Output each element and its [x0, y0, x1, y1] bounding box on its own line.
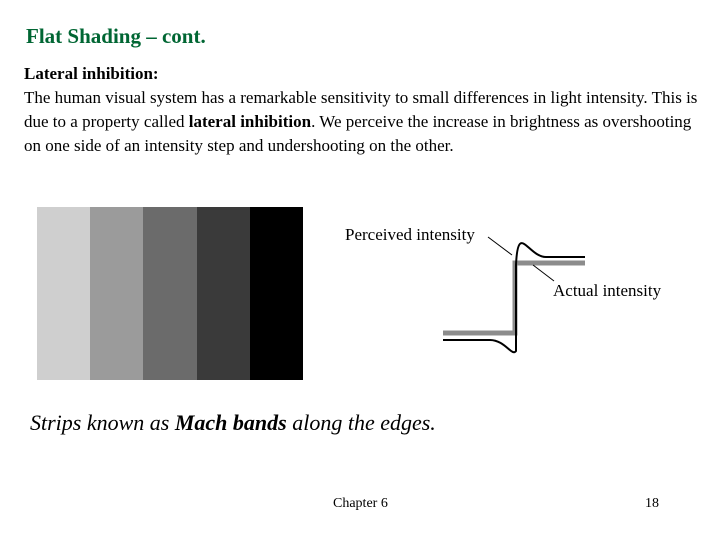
- band-1: [37, 207, 90, 380]
- caption-bold: Mach bands: [174, 410, 287, 435]
- actual-leader-line: [533, 265, 554, 281]
- band-5: [250, 207, 303, 380]
- band-4: [197, 207, 250, 380]
- intensity-diagram: [340, 215, 700, 375]
- page-number: 18: [645, 496, 659, 511]
- band-2: [90, 207, 143, 380]
- perceived-leader-line: [488, 237, 512, 255]
- slide-title: Flat Shading – cont.: [26, 24, 206, 48]
- caption-pre: Strips known as: [30, 410, 175, 435]
- body-heading: Lateral inhibition:: [24, 64, 159, 83]
- body-bold-term: lateral inhibition: [188, 112, 312, 131]
- perceived-intensity-label: Perceived intensity: [345, 225, 475, 244]
- band-3: [143, 207, 196, 380]
- body-text-part-1: The human visual system has a remarkable sensitivity to small differences in light intensity. This is due to a property called: [24, 88, 698, 131]
- body-text: [24, 62, 704, 158]
- actual-intensity-label: Actual intensity: [553, 281, 662, 300]
- caption: [30, 410, 436, 436]
- caption-post: along the edges.: [286, 410, 436, 435]
- body-text-part-2: . We perceive the increase in brightness as overshooting on one side of an intensity step and undershooting on the other.: [24, 112, 692, 155]
- mach-bands-image: [37, 207, 303, 380]
- footer-chapter: Chapter 6: [333, 496, 388, 511]
